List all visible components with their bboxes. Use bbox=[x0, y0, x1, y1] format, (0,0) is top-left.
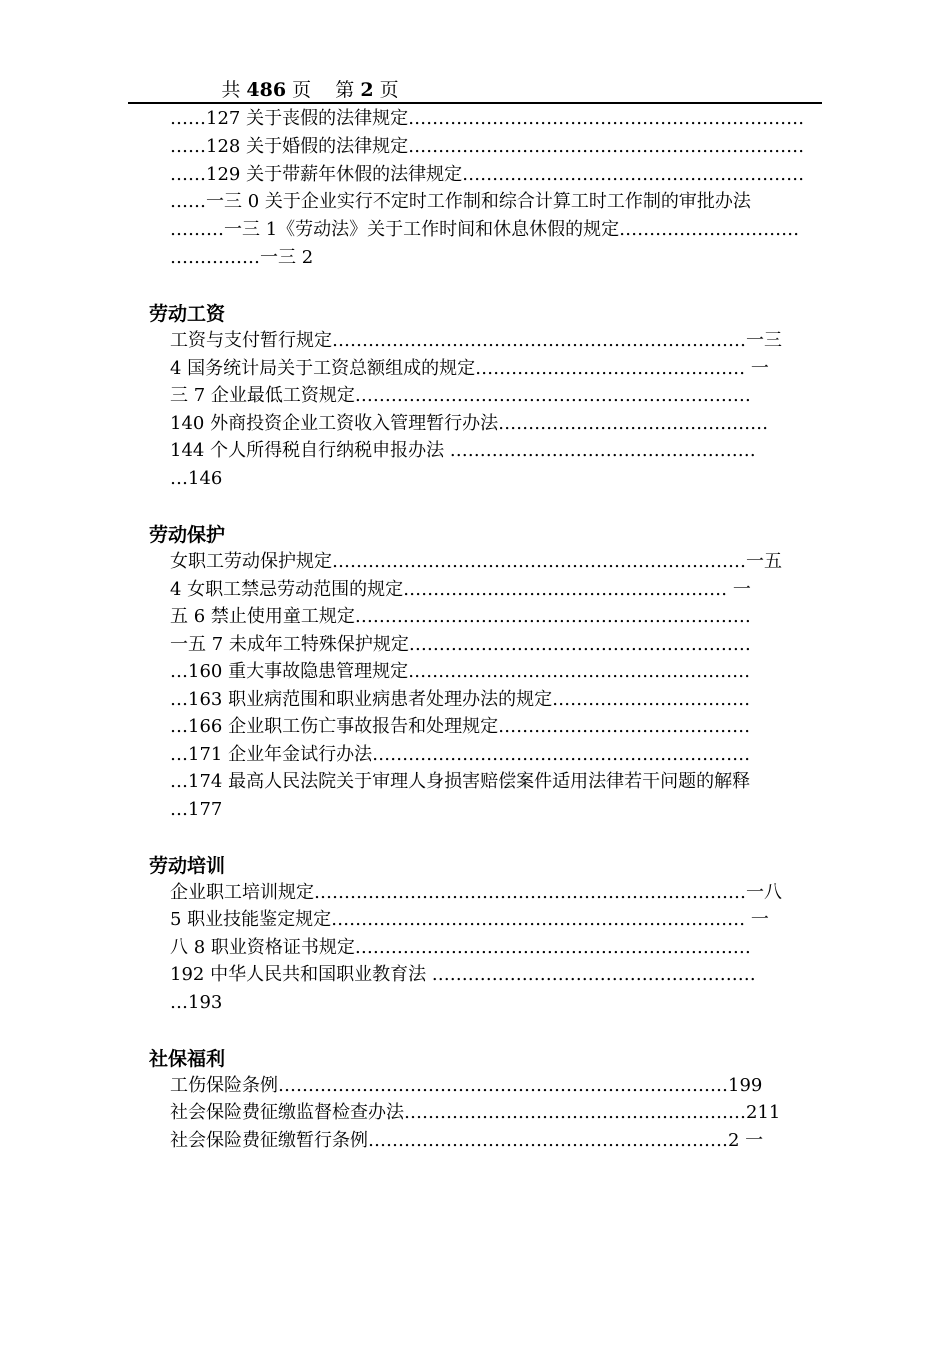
total-suffix: 页 bbox=[292, 79, 312, 101]
toc-line: 工伤保险条例…………………………………………………………………199 bbox=[170, 1075, 763, 1096]
toc-line: 140 外商投资企业工资收入管理暂行办法……………………………………… bbox=[170, 413, 769, 434]
toc-line: 4 女职工禁忌劳动范围的规定……………………………………………… 一 bbox=[170, 579, 751, 600]
toc-line: ……127 关于丧假的法律规定………………………………………………………… bbox=[170, 108, 805, 129]
current-prefix: 第 bbox=[335, 79, 355, 101]
toc-line: …174 最高人民法院关于审理人身损害赔偿案件适用法律若干问题的解释 bbox=[170, 771, 751, 792]
toc-line: 144 个人所得税自行纳税申报办法 …………………………………………… bbox=[170, 440, 756, 461]
toc-line: 一五 7 未成年工特殊保护规定………………………………………………… bbox=[170, 634, 751, 655]
toc-line: ……129 关于带薪年休假的法律规定………………………………………………… bbox=[170, 164, 805, 185]
section-heading: 劳动保护 bbox=[149, 524, 226, 546]
section-heading: 劳动培训 bbox=[149, 855, 226, 877]
current-page: 2 bbox=[360, 79, 374, 101]
toc-line: ……128 关于婚假的法律规定………………………………………………………… bbox=[170, 136, 805, 157]
total-prefix: 共 bbox=[221, 79, 241, 101]
toc-line: …193 bbox=[170, 992, 223, 1013]
section-heading: 劳动工资 bbox=[149, 303, 226, 325]
toc-line: 社会保险费征缴暂行条例……………………………………………………2 一 bbox=[170, 1130, 764, 1151]
toc-line: …171 企业年金试行办法……………………………………………………… bbox=[170, 744, 751, 765]
toc-line: …146 bbox=[170, 468, 223, 489]
toc-line: 4 国务统计局关于工资总额组成的规定……………………………………… 一 bbox=[170, 358, 769, 379]
toc-line: 女职工劳动保护规定……………………………………………………………一五 bbox=[170, 551, 782, 572]
page-header bbox=[0, 78, 620, 102]
total-pages: 486 bbox=[246, 79, 287, 101]
toc-line: 企业职工培训规定………………………………………………………………一八 bbox=[170, 882, 782, 903]
toc-line: 社会保险费征缴监督检查办法…………………………………………………211 bbox=[170, 1102, 781, 1123]
toc-line: ……一三 0 关于企业实行不定时工作制和综合计算工时工作制的审批办法 bbox=[170, 191, 751, 212]
toc-line: 五 6 禁止使用童工规定………………………………………………………… bbox=[170, 606, 751, 627]
toc-line: ……………一三 2 bbox=[170, 247, 314, 268]
header-rule bbox=[128, 102, 822, 104]
toc-line: 八 8 职业资格证书规定………………………………………………………… bbox=[170, 937, 751, 958]
toc-line: …160 重大事故隐患管理规定………………………………………………… bbox=[170, 661, 751, 682]
toc-line: 5 职业技能鉴定规定…………………………………………………………… 一 bbox=[170, 909, 769, 930]
toc-line: 三 7 企业最低工资规定………………………………………………………… bbox=[170, 385, 751, 406]
toc-line: …177 bbox=[170, 799, 223, 820]
toc-line: 工资与支付暂行规定……………………………………………………………一三 bbox=[170, 330, 782, 351]
toc-line: ………一三 1《劳动法》关于工作时间和休息休假的规定………………………… bbox=[170, 219, 800, 240]
current-suffix: 页 bbox=[379, 79, 399, 101]
section-heading: 社保福利 bbox=[149, 1048, 226, 1070]
toc-line: …163 职业病范围和职业病患者处理办法的规定…………………………… bbox=[170, 689, 751, 710]
toc-line: 192 中华人民共和国职业教育法 ……………………………………………… bbox=[170, 964, 756, 985]
toc-line: …166 企业职工伤亡事故报告和处理规定…………………………………… bbox=[170, 716, 751, 737]
